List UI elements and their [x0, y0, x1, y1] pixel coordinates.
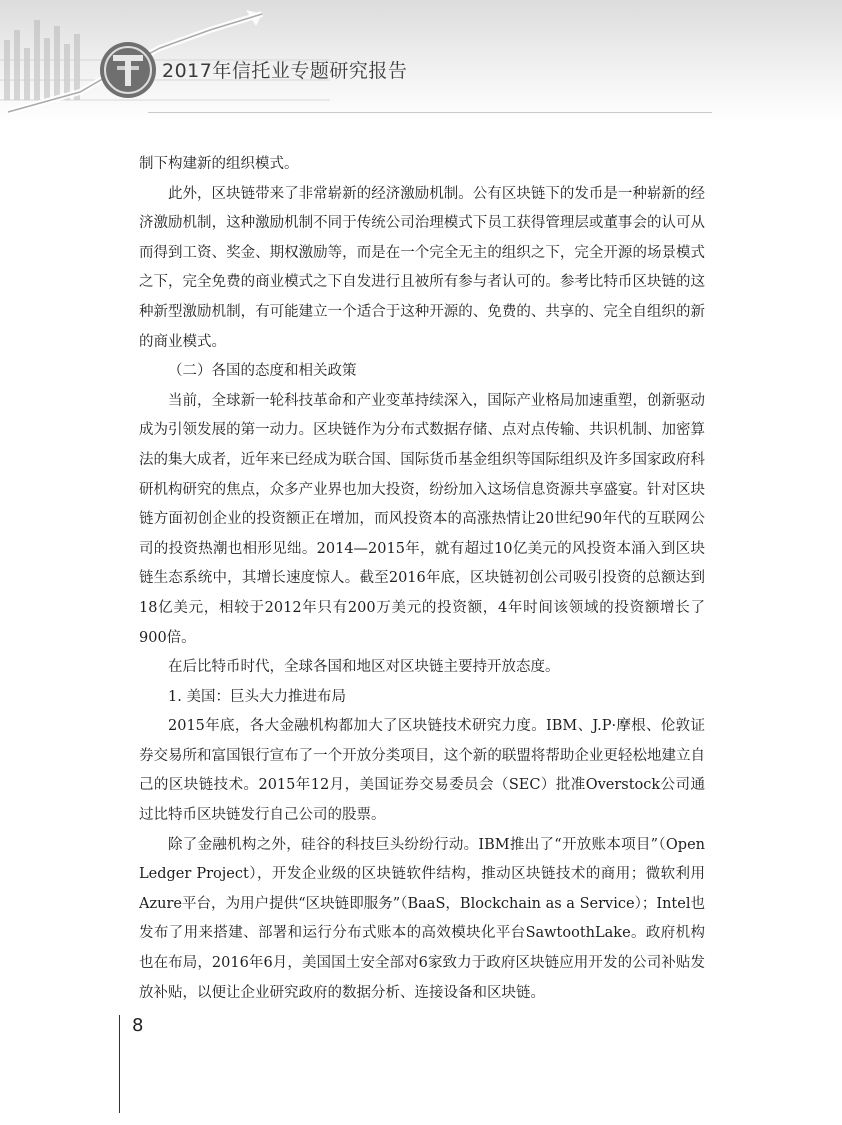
page-number-rule: [119, 1015, 120, 1113]
paragraph-post-bitcoin: 在后比特币时代，全球各国和地区对区块链主要持开放态度。: [168, 659, 560, 676]
paragraph-incentive: 此外，区块链带来了非常崭新的经济激励机制。公有区块链下的发币是一种崭新的经济激励机制，这种激励机制不同于传统公司治理模式下员工获得管理层或董事会的认可从而得到工资、奖金、期权激励等，而是在一个完全无主的组织之下，完全开源的场景模式之下，完全免费的商业模式之下自发进行且被所有参与者认可的。参考比特币区块链的这种新型激励机制，有可能建立一个适合于这种开源的、免费的、共享的、完全自组织的新的商业模式。: [139, 185, 705, 350]
paragraph-financial-institutions: 2015年底，各大金融机构都加大了区块链技术研究力度。IBM、J.P·摩根、伦敦证券交易所和富国银行宣布了一个开放分类项目，这个新的联盟将帮助企业更轻松地建立自己的区块链技术。2015年12月，美国证券交易委员会（SEC）批准Overstock公司通过比特币区块链发行自己公司的股票。: [139, 718, 705, 824]
report-title: 2017年信托业专题研究报告: [162, 60, 408, 82]
paragraph-tech-giants: 除了金融机构之外，硅谷的科技巨头纷纷行动。IBM推出了“开放账本项目”（Open Ledger Project），开发企业级的区块链软件结构，推动区块链技术的商用；微软利用Azure平台，为用户提供“区块链即服务”（BaaS，Blockchain as a Service）；Intel也发布了用来搭建、部署和运行分布式账本的高效模块化平台SawtoothLake。政府机构也在布局，2016年6月，美国国土安全部对6家致力于政府区块链应用开发的公司补贴发放补贴，以便让企业研究政府的数据分析、连接设备和区块链。: [139, 836, 705, 1001]
header-divider: [148, 112, 712, 113]
page-header: [0, 0, 842, 122]
page-number: 8: [132, 1015, 144, 1036]
paragraph-continuation: 制下构建新的组织模式。: [139, 156, 299, 172]
header-banner-graphic: [0, 0, 842, 122]
paragraph-global-trend: 当前，全球新一轮科技革命和产业变革持续深入，国际产业格局加速重塑，创新驱动成为引领发展的第一动力。区块链作为分布式数据存储、点对点传输、共识机制、加密算法的集大成者，近年来已经成为联合国、国际货币基金组织等国际组织及许多国家政府科研机构研究的焦点，众多产业界也加大投资，纷纷加入这场信息资源共享盛宴。针对区块链方面初创企业的投资额正在增加，而风投资本的高涨热情让20世纪90年代的互联网公司的投资热潮也相形见绌。2014—2015年，就有超过10亿美元的风投资本涌入到区块链生态系统中，其增长速度惊人。截至2016年底，区块链初创公司吸引投资的总额达到18亿美元，相较于2012年只有200万美元的投资额，4年时间该领域的投资额增长了900倍。: [139, 392, 705, 646]
document-body: [139, 150, 705, 1008]
subsection-heading-usa: 1. 美国：巨头大力推进布局: [168, 688, 346, 705]
section-heading: （二）各国的态度和相关政策: [168, 363, 357, 380]
